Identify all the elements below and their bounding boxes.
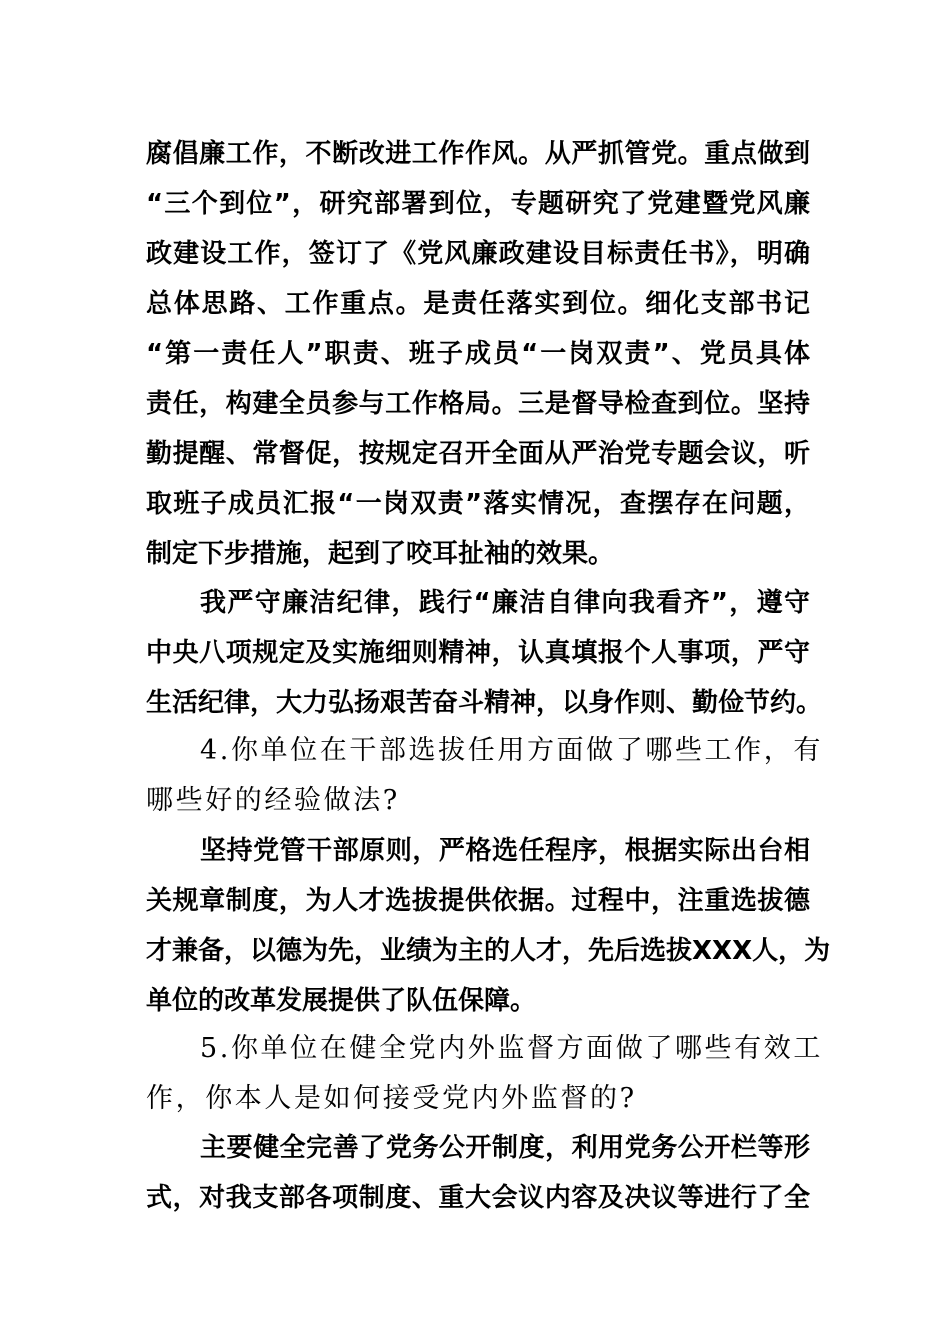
text-line: 政建设工作，签订了《党风廉政建设目标责任书》，明确 (146, 239, 810, 269)
text-line: 才兼备，以德为先，业绩为主的人才，先后选拔XXX人，为 (146, 936, 831, 966)
question-5-supervision (146, 1024, 823, 1124)
paragraph-supervision-answer (146, 1123, 810, 1223)
text-line: “三个到位”，研究部署到位，专题研究了党建暨党风廉 (146, 189, 810, 219)
text-line: 主要健全完善了党务公开制度，利用党务公开栏等形 (200, 1133, 810, 1163)
text-line: 腐倡廉工作，不断改进工作作风。从严抓管党。重点做到 (146, 139, 810, 169)
question-4-cadre-selection (146, 726, 823, 826)
text-line: 生活纪律，大力弘扬艰苦奋斗精神，以身作则、勤俭节约。 (146, 688, 823, 718)
text-line: 总体思路、工作重点。是责任落实到位。细化支部书记 (146, 289, 810, 319)
text-line: 单位的改革发展提供了队伍保障。 (146, 986, 537, 1016)
paragraph-cadre-selection-answer (146, 826, 831, 1026)
text-line: 我严守廉洁纪律，践行“廉洁自律向我看齐”，遵守 (200, 588, 810, 618)
text-line: 勤提醒、常督促，按规定召开全面从严治党专题会议，听 (146, 439, 810, 469)
question-line: 哪些好的经验做法? (146, 785, 400, 816)
text-line: 制定下步措施，起到了咬耳扯袖的效果。 (146, 539, 615, 569)
text-line: 关规章制度，为人才选拔提供依据。过程中，注重选拔德 (146, 886, 810, 916)
text-line: 式，对我支部各项制度、重大会议内容及决议等进行了全 (146, 1183, 810, 1213)
question-line: 5.你单位在健全党内外监督方面做了哪些有效工 (200, 1033, 823, 1064)
text-line: 责任，构建全员参与工作格局。三是督导检查到位。坚持 (146, 389, 810, 419)
text-line: 坚持党管干部原则，严格选任程序，根据实际出台相 (200, 836, 810, 866)
text-line: 取班子成员汇报“一岗双责”落实情况，查摆存在问题， (146, 489, 810, 519)
paragraph-party-discipline-work (146, 129, 810, 579)
text-line: 中央八项规定及实施细则精神，认真填报个人事项，严守 (146, 638, 810, 668)
question-line: 4.你单位在干部选拔任用方面做了哪些工作，有 (200, 735, 823, 766)
question-line: 作，你本人是如何接受党内外监督的? (146, 1083, 637, 1114)
paragraph-integrity-discipline (146, 578, 823, 728)
text-line: “第一责任人”职责、班子成员“一岗双责”、党员具体 (146, 339, 810, 369)
